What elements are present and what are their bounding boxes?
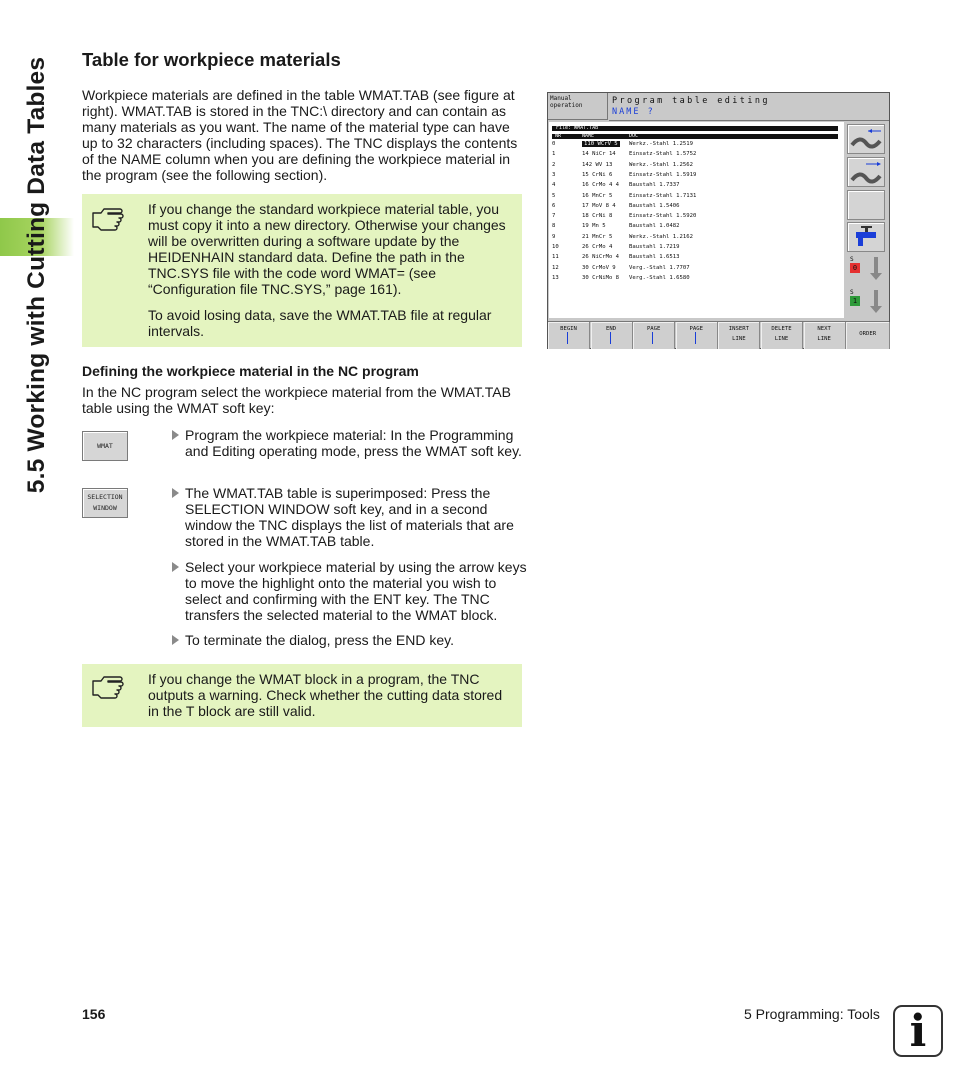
softkey-next-line	[804, 322, 846, 349]
table-row	[552, 170, 838, 180]
spindle-value: 0	[850, 263, 860, 273]
side-softkey-1	[847, 124, 885, 154]
step-item	[172, 559, 527, 623]
softkey-label: PAGE	[689, 326, 704, 332]
step-item	[172, 427, 527, 459]
screen-mode-line1: Manual	[550, 95, 572, 102]
table-row	[552, 242, 838, 252]
cell-nr: 11	[552, 254, 559, 261]
cell-name: 18 CrNi 8	[582, 213, 613, 220]
cell-nr: 8	[552, 223, 556, 230]
cell-nr: 1	[552, 151, 556, 158]
pointing-hand-icon	[90, 204, 128, 234]
softkey-label-line2: LINE	[774, 336, 789, 342]
cell-nr: 9	[552, 233, 556, 240]
cell-doc: Werkz.-Stahl 1.2562	[629, 161, 693, 168]
cell-nr: 13	[552, 274, 559, 281]
chapter-side-title	[2, 40, 72, 510]
cell-doc: Einsatz-Stahl 1.5920	[629, 213, 697, 220]
cell-nr: 10	[552, 244, 559, 250]
column-header-nr: NR	[555, 133, 562, 139]
table-row	[552, 211, 838, 221]
table-row	[552, 273, 838, 283]
intro-paragraph: Workpiece materials are defined in the table WMAT.TAB (see figure at right). WMAT.TAB is stored in the TNC:\ directory and can contain as many materials as you want. The name of the material type can have up to 32 characters (including spaces). The TNC displays the contents of the NAME column when you are defining the workpiece material in the program (see the following section).	[82, 87, 518, 183]
softkey-label-line2: LINE	[732, 336, 746, 342]
step-text: Select your workpiece material by using the arrow keys to move the highlight onto the material you wish to select and confirming with the ENT key. The TNC transfers the selected material to the WMAT block.	[185, 559, 527, 623]
cell-name: 15 CrNi 6	[582, 171, 613, 178]
column-header-name: NAME	[582, 133, 595, 139]
softkey-begin	[548, 322, 590, 349]
cell-name: 17 MoV 8 4	[582, 202, 616, 209]
softkey-label: END	[606, 326, 617, 332]
softkey-insert-line	[718, 322, 760, 349]
cell-nr: 5	[552, 192, 556, 199]
cell-nr: 12	[552, 264, 559, 271]
step-arrow-icon	[172, 635, 179, 645]
screen-header	[609, 93, 889, 121]
note-text-3: If you change the WMAT block in a program, the TNC outputs a warning. Check whether the cutting data stored in the T block are still valid.	[148, 671, 503, 719]
cell-doc: Werkz.-Stahl 1.2519	[629, 141, 693, 147]
softkey-label: DELETE	[771, 326, 792, 332]
spindle-label: S	[850, 256, 854, 263]
softkey-label: ORDER	[859, 331, 877, 337]
softkey-order	[846, 322, 890, 349]
cell-name: 30 CrNiMo 8	[582, 274, 620, 281]
screen-mode-line2: operation	[550, 102, 583, 109]
softkey-label: PAGE	[646, 326, 661, 332]
feed-label: S	[850, 289, 854, 296]
coolant-icon	[848, 223, 884, 251]
cell-doc: Baustahl 1.7219	[629, 244, 680, 250]
chapter-side-title-text: 5.5 Working with Cutting Data Tables	[23, 56, 50, 494]
softkey-label: INSERT	[728, 326, 749, 332]
spindle-override-box	[847, 255, 885, 285]
subsection-intro: In the NC program select the workpiece material from the WMAT.TAB table using the WMAT soft key:	[82, 384, 511, 416]
note-text-2: To avoid losing data, save the WMAT.TAB file at regular intervals.	[148, 307, 492, 339]
softkey-label-line2: LINE	[817, 336, 831, 342]
cell-doc: Baustahl 1.6513	[629, 254, 680, 261]
step-arrow-icon	[172, 430, 179, 440]
cell-name: 14 NiCr 14	[582, 151, 616, 158]
selection-softkey-line2: WINDOW	[93, 504, 117, 512]
side-softkey-2	[847, 157, 885, 187]
pointing-hand-icon	[90, 672, 128, 702]
tnc-screen-figure	[547, 92, 890, 349]
cell-nr: 7	[552, 213, 556, 220]
cell-doc: Verg.-Stahl 1.6580	[629, 274, 690, 281]
cell-doc: Einsatz-Stahl 1.5919	[629, 171, 697, 178]
step-item	[172, 632, 527, 648]
softkey-page	[633, 322, 675, 349]
screen-header-title: Program table editing	[612, 96, 770, 106]
note-box-material-table	[82, 194, 522, 347]
softkey-end	[591, 322, 633, 349]
cell-doc: Einsatz-Stahl 1.7131	[629, 192, 697, 199]
page-number: 156	[82, 1006, 106, 1022]
selection-softkey-line1: SELECTION	[87, 493, 123, 501]
step-arrow-icon	[172, 488, 179, 498]
softkey-arrow-icon	[610, 332, 611, 344]
cell-nr: 2	[552, 161, 556, 168]
screen-side-softkeys	[845, 122, 889, 318]
override-dial-icon	[869, 290, 883, 314]
override-dial-icon	[869, 257, 883, 281]
screen-mode-label	[548, 93, 608, 120]
cell-nr: 0	[552, 141, 556, 147]
screen-softkey-row	[548, 321, 889, 349]
table-row	[552, 201, 838, 211]
cell-name: 26 CrMo 4	[582, 244, 613, 250]
wmat-softkey-label: WMAT	[97, 441, 113, 450]
table-row	[552, 160, 838, 170]
step-item	[172, 485, 527, 549]
softkey-arrow-icon	[695, 332, 696, 344]
feed-override-box	[847, 288, 885, 318]
table-row	[552, 149, 838, 159]
softkey-label: BEGIN	[560, 326, 577, 332]
softkey-delete-line	[761, 322, 803, 349]
table-row	[552, 232, 838, 242]
screen-header-prompt: NAME ?	[612, 107, 655, 117]
cell-name: 19 Mn 5	[582, 223, 606, 230]
cell-name: 110 WCrV 5	[584, 141, 618, 147]
table-row	[552, 139, 838, 149]
cell-doc: Einsatz-Stahl 1.5752	[629, 151, 697, 158]
cell-nr: 3	[552, 171, 556, 178]
table-row	[552, 252, 838, 262]
side-softkey-3	[847, 190, 885, 220]
info-icon: i	[893, 1005, 943, 1057]
cell-doc: Baustahl 1.5406	[629, 202, 680, 209]
cell-name: 26 NiCrMo 4	[582, 254, 620, 261]
softkey-arrow-icon	[567, 332, 568, 344]
softkey-arrow-icon	[652, 332, 653, 344]
softkey-page	[676, 322, 718, 349]
cell-doc: Verg.-Stahl 1.7707	[629, 264, 690, 271]
material-table	[549, 122, 844, 318]
cell-name: 30 CrMoV 9	[582, 264, 616, 271]
feed-value: 1	[850, 296, 860, 306]
cell-name: 16 CrMo 4 4	[582, 182, 620, 189]
section-title: Table for workpiece materials	[82, 49, 341, 70]
cell-name: 142 WV 13	[582, 161, 613, 168]
table-row	[552, 263, 838, 273]
tool-path-right-icon	[848, 158, 884, 186]
cell-doc: Baustahl 1.0482	[629, 223, 680, 230]
wmat-softkey	[82, 431, 128, 461]
cell-doc: Werkz.-Stahl 1.2162	[629, 233, 693, 240]
step-text: Program the workpiece material: In the Programming and Editing operating mode, press the WMAT soft key.	[185, 427, 522, 459]
cell-doc: Baustahl 1.7337	[629, 182, 680, 189]
table-row	[552, 191, 838, 201]
note-text-1: If you change the standard workpiece material table, you must copy it into a new directory. Otherwise your changes will be overwritten during a software update by the HEIDENHAIN standard data. Define the path in the TNC.SYS file with the code word WMAT= (see “Configuration file TNC.SYS,” page 161).	[148, 201, 506, 297]
step-arrow-icon	[172, 562, 179, 572]
selection-window-softkey	[82, 488, 128, 518]
column-header-doc: DOC	[629, 133, 639, 139]
step-text: The WMAT.TAB table is superimposed: Press the SELECTION WINDOW soft key, and in a second window the TNC displays the list of materials that are stored in the WMAT.TAB table.	[185, 485, 514, 549]
side-softkey-4	[847, 222, 885, 252]
table-row	[552, 221, 838, 231]
table-file-label: File: WMAT.TAB	[552, 126, 838, 131]
softkey-label: NEXT	[817, 326, 831, 332]
subsection-title: Defining the workpiece material in the NC program	[82, 363, 419, 379]
step-text: To terminate the dialog, press the END key.	[185, 632, 454, 648]
footer-chapter-title: 5 Programming: Tools	[744, 1006, 880, 1022]
table-row	[552, 180, 838, 190]
note-box-wmat-warning	[82, 664, 522, 727]
cell-nr: 6	[552, 202, 556, 209]
tool-path-left-icon	[848, 125, 884, 153]
cell-name: 21 MnCr 5	[582, 233, 613, 240]
cell-nr: 4	[552, 182, 556, 189]
cell-name: 16 MnCr 5	[582, 192, 613, 199]
